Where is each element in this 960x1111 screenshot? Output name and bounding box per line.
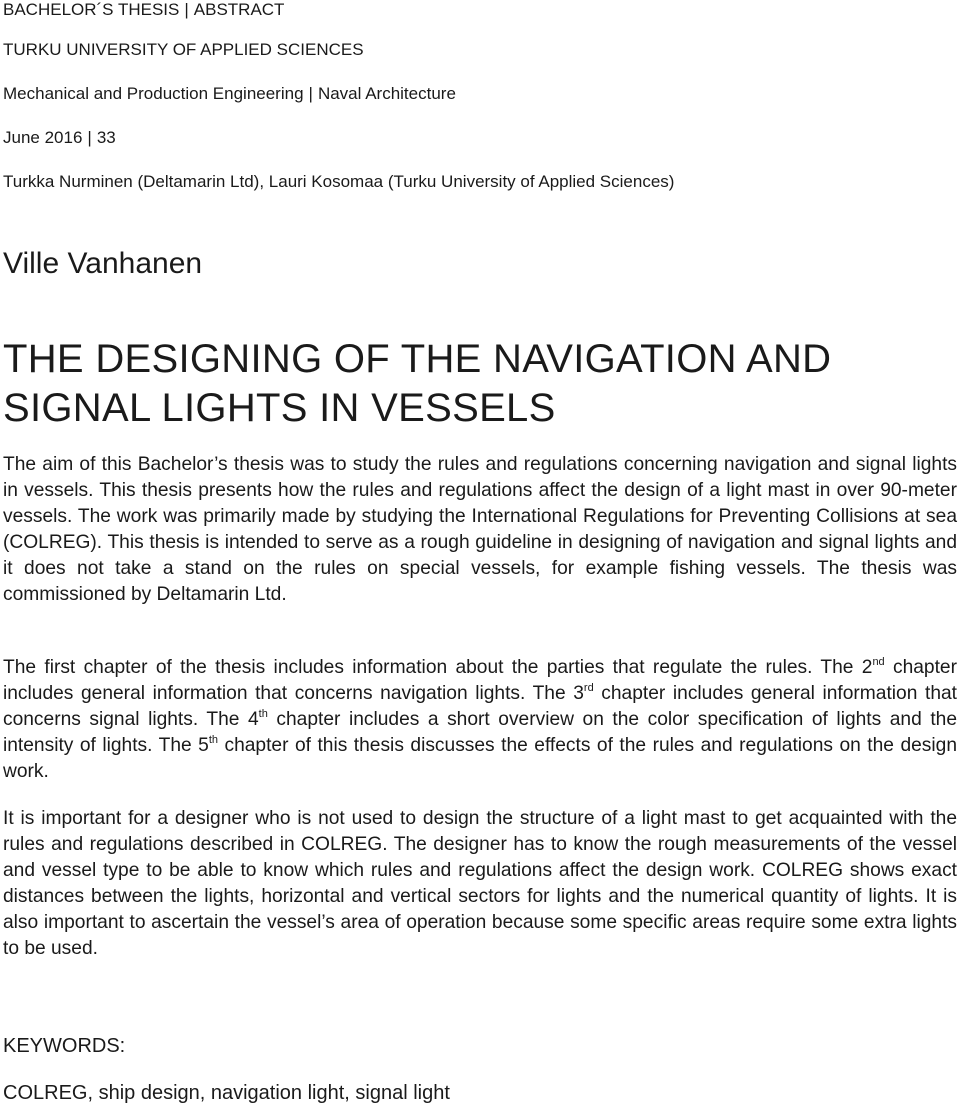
date: June 2016 [3,128,83,147]
text-run: chapter includes general information that concerns navigation lights. The 3 [3,657,957,704]
text-run: chapter includes general information that concerns signal lights. The 4 [3,683,957,730]
abstract-text: The aim of this Bachelor’s thesis was to study the rules and regulations concerning navigation and signal lights in vessels. This thesis presents how the rules and regulations affect the design of a light mast in over 90-meter vessels. The work was primarily made by studying the International Regulations for Preventing Collisions at sea (COLREG). This thesis is intended to serve as a rough guideline in designing of navigation and signal lights and it does not take a stand on the rules on special vessels, for example fishing vessels. The thesis was commissioned by Deltamarin Ltd. [3,454,957,605]
thesis-title [3,335,831,433]
doc-type-line [3,0,284,20]
date-pages-line [3,128,116,148]
title-line-2: SIGNAL LIGHTS IN VESSELS [3,386,556,430]
degree-programme: Mechanical and Production Engineering [3,84,304,103]
keywords-label: KEYWORDS: [3,1035,126,1057]
abstract-text [3,655,957,785]
author-name: Ville Vanhanen [3,247,203,280]
text-run: chapter of this thesis discusses the effects of the rules and regulations on the design work. [3,735,957,782]
text-run: chapter includes a short overview on the color specification of lights and the intensity of lights. The 5 [3,709,957,756]
ordinal-suffix: th [258,708,268,720]
ordinal-suffix: rd [583,682,594,694]
abstract-paragraph-1 [3,452,957,608]
title-line-1: THE DESIGNING OF THE NAVIGATION AND [3,337,832,381]
abstract-text: It is important for a designer who is not used to design the structure of a light mast to get acquainted with the rules and regulations described in COLREG. The designer has to know the rough measurements of the vessel and vessel type to be able to know which rules and regulations affect the design work. COLREG shows exact distances between the lights, horizontal and vertical sectors for lights and the numerical quantity of lights. It is also important to ascertain the vessel’s area of operation because some specific areas require some extra lights to be used. [3,808,957,959]
abstract-paragraph-2 [3,655,957,785]
ordinal-suffix: th [208,734,219,746]
university: TURKU UNIVERSITY OF APPLIED SCIENCES [3,40,364,59]
instructors: Turkka Nurminen (Deltamarin Ltd), Lauri Kosomaa (Turku University of Applied Sciences) [3,172,675,191]
specialisation: Naval Architecture [317,84,456,103]
keywords-list: COLREG, ship design, navigation light, signal light [3,1082,450,1104]
ordinal-suffix: nd [872,656,885,668]
doc-subtype: ABSTRACT [193,0,285,19]
separator: | [87,128,92,147]
separator: | [184,0,189,19]
separator: | [308,84,313,103]
page-count: 33 [96,128,116,147]
programme-line [3,84,456,104]
doc-type: BACHELOR´S THESIS [3,0,180,19]
abstract-paragraph-3 [3,806,957,962]
text-run: The first chapter of the thesis includes information about the parties that regulate the rules. The 2 [3,657,873,678]
